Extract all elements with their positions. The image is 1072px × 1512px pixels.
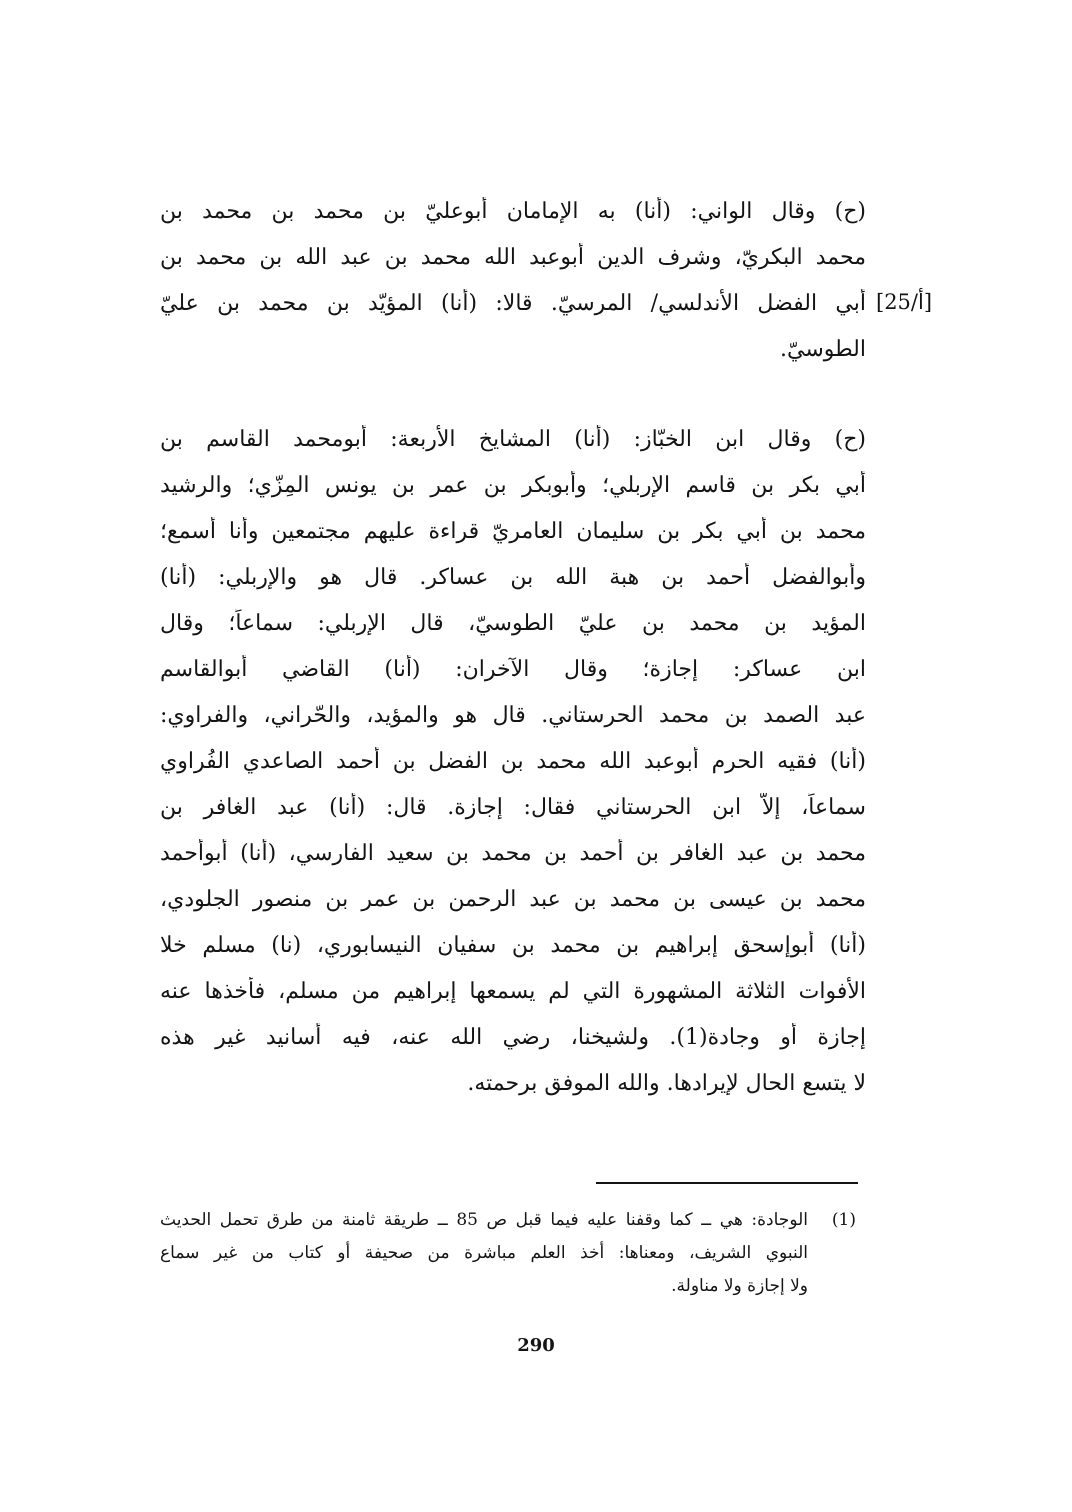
paragraph-2-line-1: (ح) وقال ابن الخبّاز: (أنا) المشايخ الأربعة: أبومحمد القاسم بن xyxy=(160,427,866,452)
footnote-number: (1) xyxy=(831,1210,856,1230)
paragraph-1-line-4: الطوسيّ. xyxy=(780,337,866,362)
paragraph-2-line-9: سماعاً، إلاّ ابن الحرستاني فقال: إجازة. قال: (أنا) عبد الغافر بن xyxy=(160,795,866,820)
footnote-line-2: النبوي الشريف، ومعناها: أخذ العلم مباشرة من صحيفة أو كتاب من غير سماع xyxy=(160,1243,808,1263)
paragraph-2-line-7: عبد الصمد بن محمد الحرستاني. قال هو والمؤيد، والحّراني، والفراوي: xyxy=(160,703,866,728)
page-number: 290 xyxy=(517,1335,555,1356)
paragraph-1-line-2: محمد البكريّ، وشرف الدين أبوعبد الله محمد بن عبد الله بن محمد بن xyxy=(160,245,866,270)
footnote-line-3: ولا إجازة ولا مناولة. xyxy=(671,1276,808,1296)
paragraph-2-line-11: محمد بن عيسى بن محمد بن عبد الرحمن بن عمر بن منصور الجلودي، xyxy=(160,887,866,912)
margin-folio-reference: [25/أ] xyxy=(876,290,933,314)
paragraph-2-line-3: محمد بن أبي بكر بن سليمان العامريّ قراءة عليهم مجتمعين وأنا أسمع؛ xyxy=(160,519,866,544)
paragraph-1-line-1: (ح) وقال الواني: (أنا) به الإمامان أبوعليّ بن محمد بن محمد بن xyxy=(160,199,866,224)
paragraph-1-line-3: أبي الفضل الأندلسي/ المرسيّ. قالا: (أنا) المؤيّد بن محمد بن عليّ xyxy=(160,291,866,316)
paragraph-2-line-5: المؤيد بن محمد بن عليّ الطوسيّ، قال الإربلي: سماعاً؛ وقال xyxy=(160,611,866,636)
paragraph-2-line-10: محمد بن عبد الغافر بن أحمد بن محمد بن سعيد الفارسي، (أنا) أبوأحمد xyxy=(160,841,866,866)
paragraph-2-line-8: (أنا) فقيه الحرم أبوعبد الله محمد بن الفضل بن أحمد الصاعدي الفُراوي xyxy=(160,749,866,774)
paragraph-2-line-15: لا يتسع الحال لإيرادها. والله الموفق برحمته. xyxy=(467,1071,866,1096)
paragraph-2-line-14: إجازة أو وجادة(1). ولشيخنا، رضي الله عنه، فيه أسانيد غير هذه xyxy=(160,1025,866,1050)
paragraph-2-line-2: أبي بكر بن قاسم الإربلي؛ وأبوبكر بن عمر بن يونس المِزّي؛ والرشيد xyxy=(160,473,866,498)
paragraph-2-line-12: (أنا) أبوإسحق إبراهيم بن محمد بن سفيان النيسابوري، (نا) مسلم خلا xyxy=(160,933,866,958)
footnote-separator xyxy=(596,1182,858,1184)
footnote-line-1: الوجادة: هي ــ كما وقفنا عليه فيما قبل ص 85 ــ طريقة ثامنة من طرق تحمل الحديث xyxy=(160,1210,808,1230)
paragraph-2-line-13: الأفوات الثلاثة المشهورة التي لم يسمعها إبراهيم من مسلم، فأخذها عنه xyxy=(160,979,866,1004)
paragraph-2-line-4: وأبوالفضل أحمد بن هبة الله بن عساكر. قال هو والإربلي: (أنا) xyxy=(160,565,866,590)
paragraph-2-line-6: ابن عساكر: إجازة؛ وقال الآخران: (أنا) القاضي أبوالقاسم xyxy=(160,657,866,682)
